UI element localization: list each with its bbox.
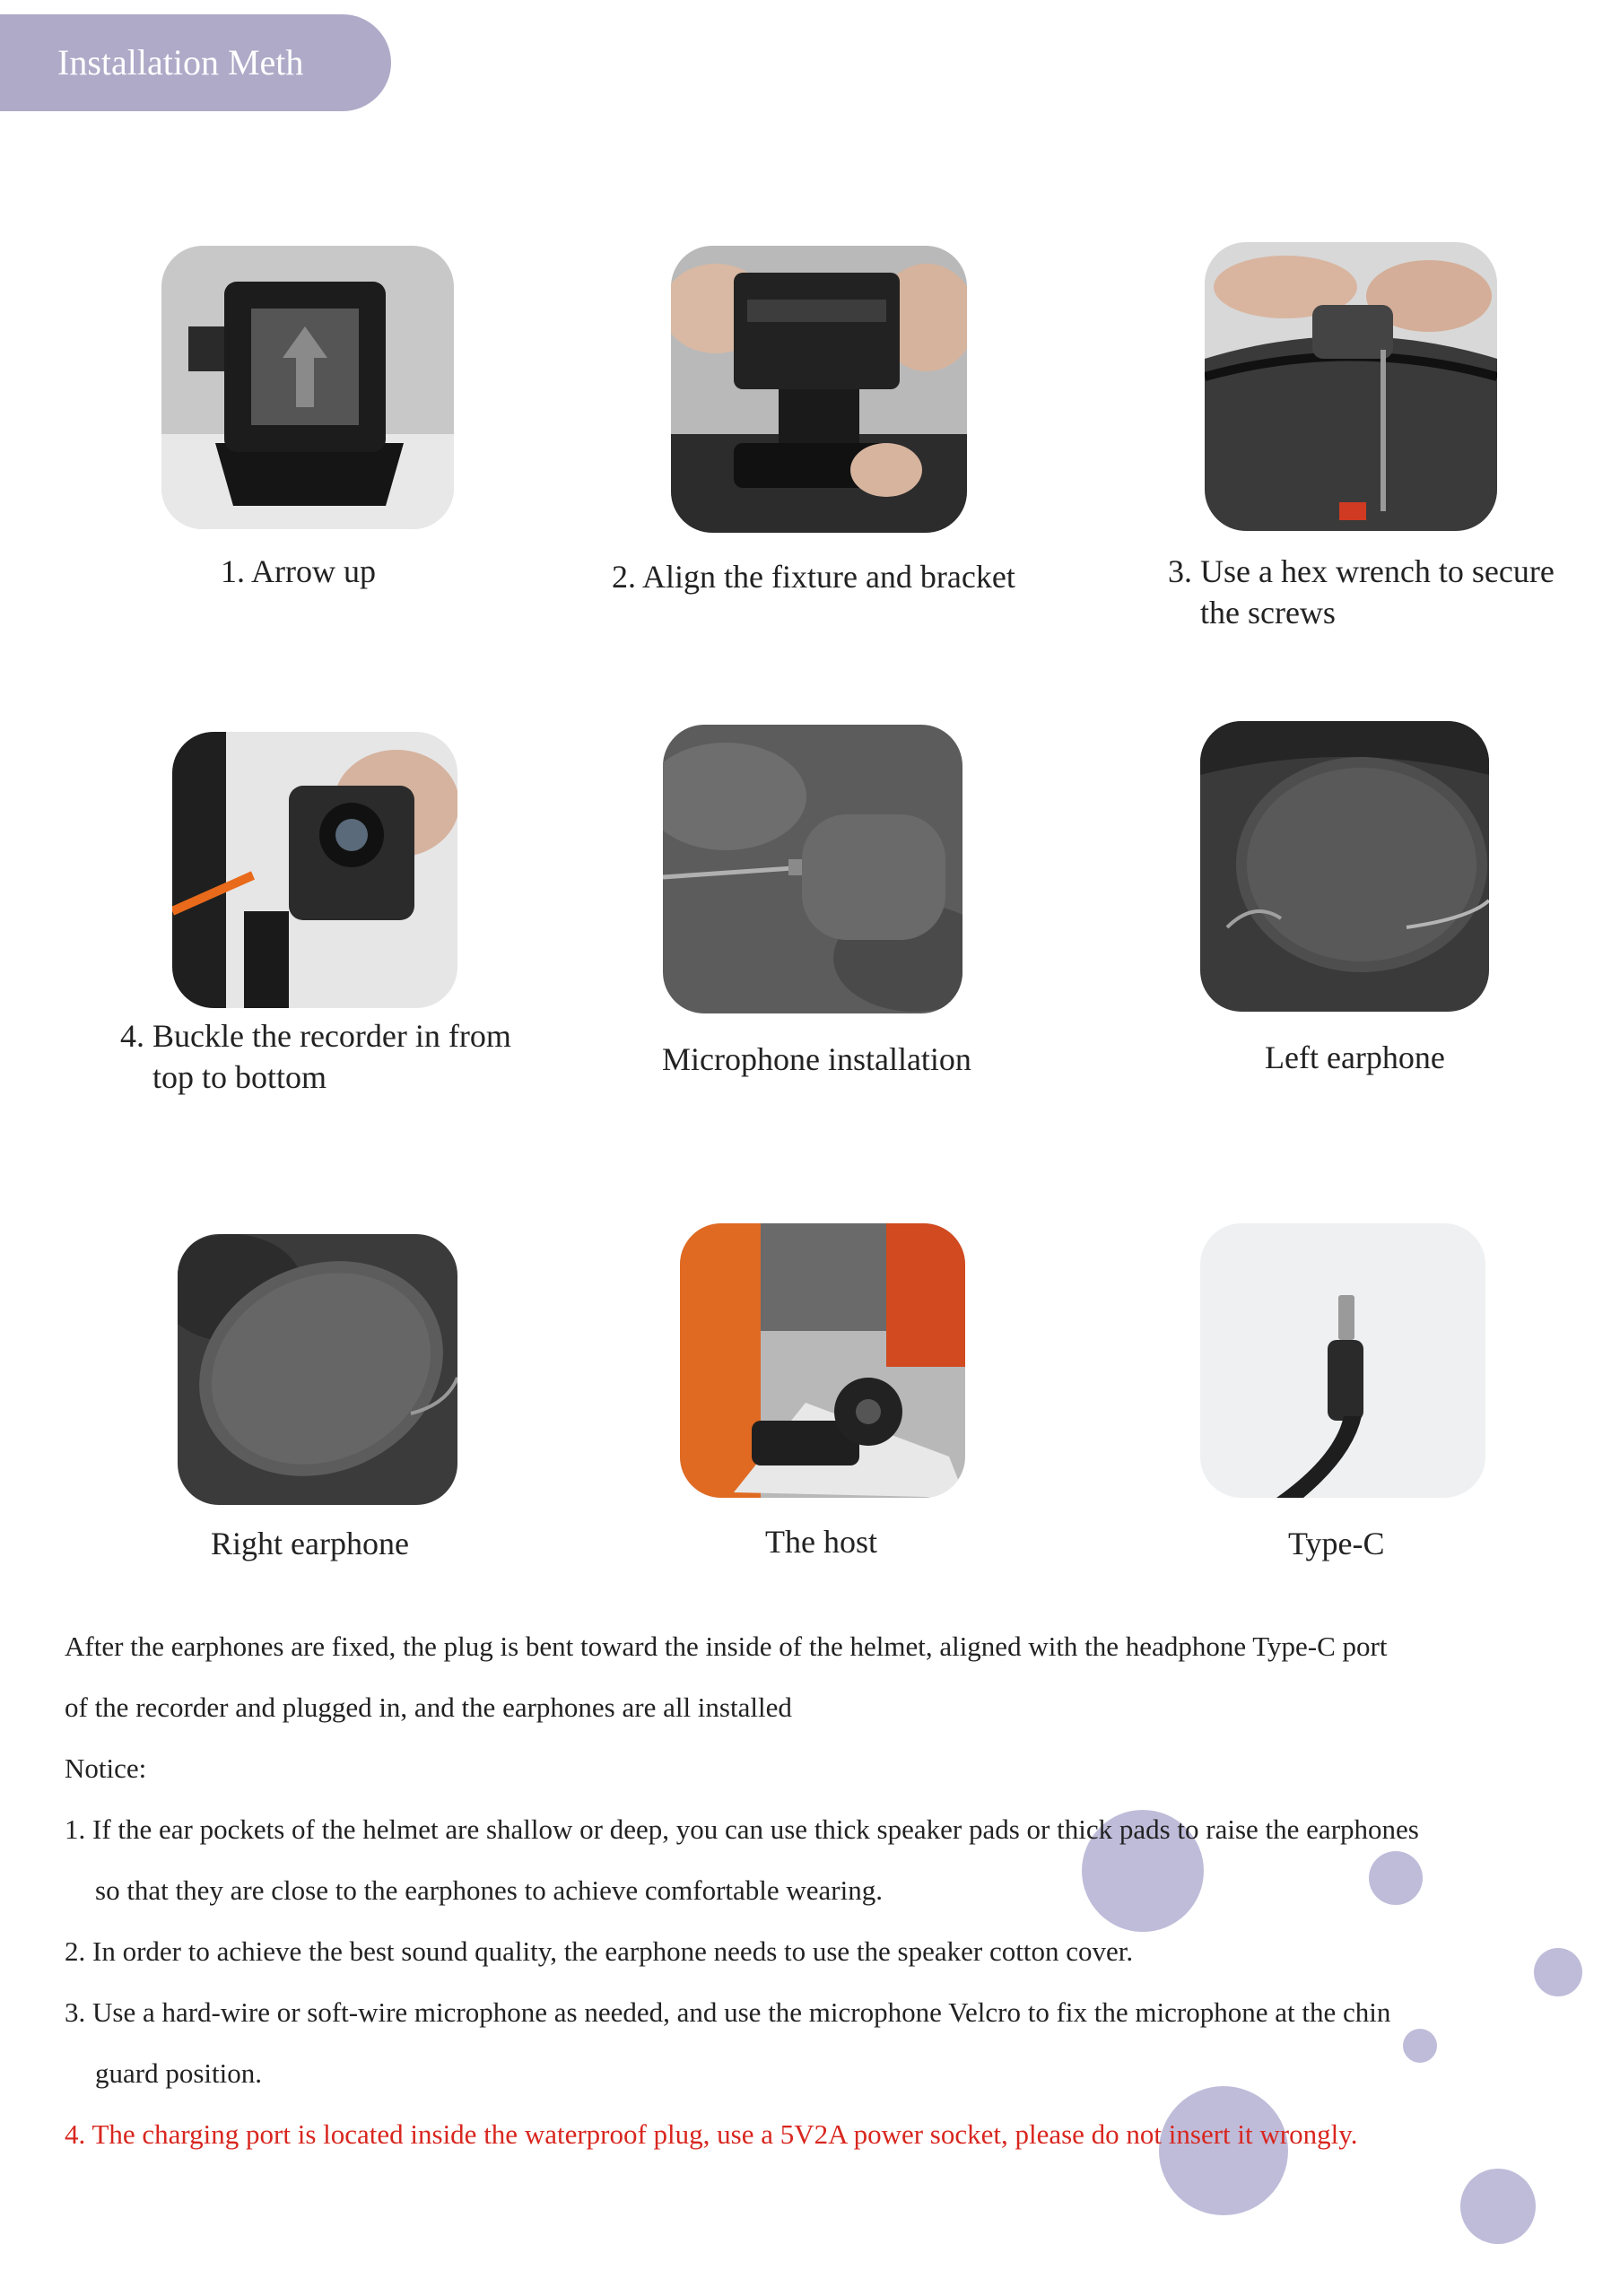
right-earphone-photo: [178, 1234, 457, 1505]
intro-line-1: After the earphones are fixed, the plug is bent toward the inside of the helmet, aligned with the headphone Type-C port: [65, 1631, 1388, 1662]
step-4-caption-line2: top to bottom: [152, 1059, 327, 1095]
step-4-caption-line1: 4. Buckle the recorder in from: [120, 1018, 511, 1054]
notice-label: Notice:: [65, 1752, 147, 1784]
section-title-tab: Installation Meth: [0, 14, 391, 111]
hex-wrench-photo: [1205, 242, 1497, 531]
right-earphone-caption: Right earphone: [211, 1526, 409, 1561]
decor-dot: [1403, 2029, 1437, 2063]
note-3-line-1: 3. Use a hard-wire or soft-wire microphone as needed, and use the microphone Velcro to fix the microphone at the chin: [65, 1996, 1391, 2028]
step-3-caption-line1: 3. Use a hex wrench to secure: [1168, 553, 1555, 589]
left-earphone-caption: Left earphone: [1265, 1039, 1445, 1075]
step-3-caption: [1168, 551, 1555, 633]
mount-arrow-photo: [161, 246, 454, 529]
intro-line-2: of the recorder and plugged in, and the earphones are all installed: [65, 1692, 792, 1723]
step-2-caption: 2. Align the fixture and bracket: [612, 559, 1015, 595]
note-3-line-2: guard position.: [95, 2057, 262, 2089]
decor-dot: [1534, 1948, 1582, 1996]
left-earphone-photo: [1200, 721, 1489, 1012]
type-c-caption: Type-C: [1288, 1526, 1385, 1561]
step-3-caption-line2: the screws: [1200, 595, 1336, 631]
note-2: 2. In order to achieve the best sound quality, the earphone needs to use the speaker cotton cover.: [65, 1935, 1134, 1967]
microphone-caption: Microphone installation: [662, 1041, 971, 1077]
step-1-caption: 1. Arrow up: [221, 553, 376, 589]
type-c-photo: [1200, 1223, 1485, 1498]
note-1-line-1: 1. If the ear pockets of the helmet are shallow or deep, you can use thick speaker pads or thick pads to raise the earphones: [65, 1813, 1419, 1845]
host-caption: The host: [765, 1524, 877, 1560]
decor-dot: [1460, 2169, 1536, 2244]
microphone-photo: [663, 725, 962, 1013]
decor-dot: [1369, 1851, 1423, 1905]
note-4-warning: 4. The charging port is located inside the waterproof plug, use a 5V2A power socket, please do not insert it wrongly.: [65, 2118, 1358, 2150]
step-4-caption: [120, 1015, 511, 1098]
host-photo: [680, 1223, 965, 1498]
fixture-bracket-photo: [671, 246, 967, 533]
recorder-buckle-photo: [172, 732, 457, 1008]
note-1-line-2: so that they are close to the earphones to achieve comfortable wearing.: [95, 1874, 883, 1906]
